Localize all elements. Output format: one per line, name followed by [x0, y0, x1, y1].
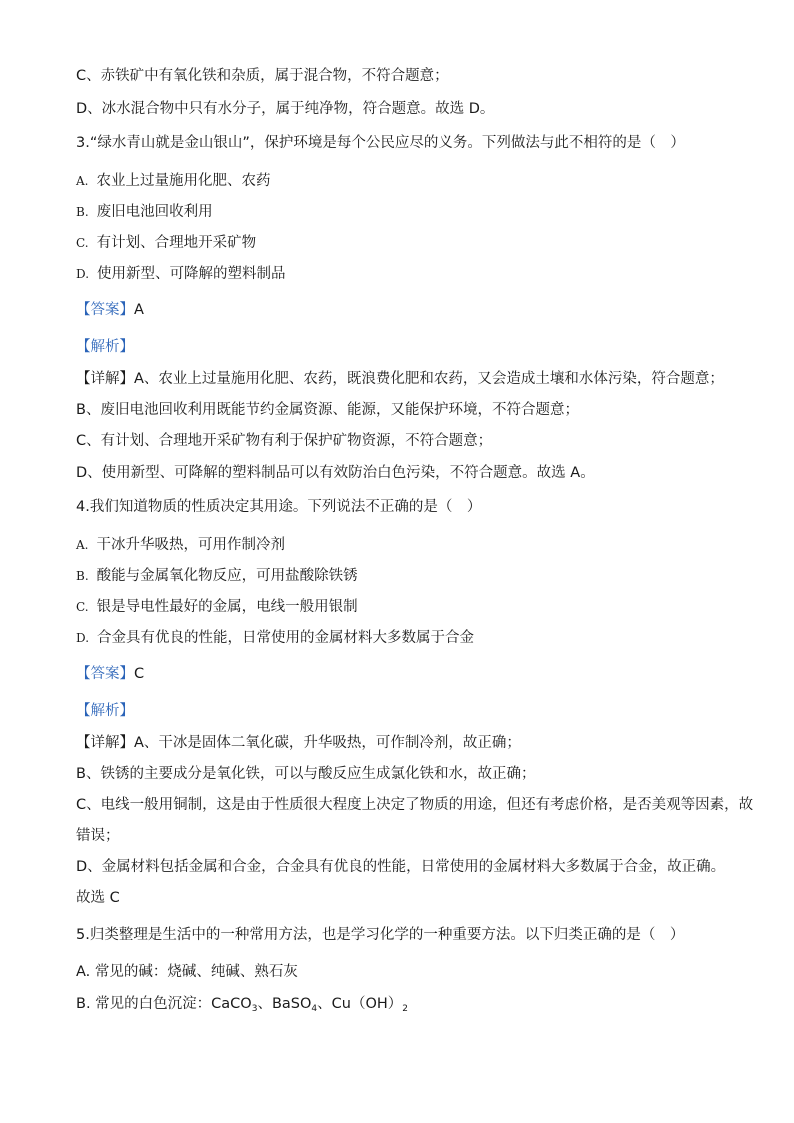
answer-value: C: [134, 666, 145, 682]
option-c: [76, 233, 734, 253]
option-text: 有计划、合理地开采矿物: [96, 235, 257, 251]
detail-tag: 【详解】: [76, 735, 134, 751]
option-letter: C.: [76, 600, 89, 614]
option-letter: C.: [76, 236, 89, 250]
detail-line: 故选 C: [76, 890, 120, 906]
detail-line: B、废旧电池回收利用既能节约金属资源、能源，又能保护环境，不符合题意；: [76, 402, 579, 418]
question-3: 3.“绿水青山就是金山银山”，保护环境是每个公民应尽的义务。下列做法与此不相符的是（ ）: [76, 135, 685, 151]
analysis-tag: 【解析】: [76, 703, 134, 719]
option-text: 合金具有优良的性能，日常使用的金属材料大多数属于合金: [97, 630, 475, 646]
answer-tag: 【答案】: [76, 302, 134, 318]
option-text: 农业上过量施用化肥、农药: [96, 173, 271, 189]
option-text: 酸能与金属氧化物反应，可用盐酸除铁锈: [96, 568, 358, 584]
option-letter: D.: [76, 631, 90, 645]
answer-value: A: [134, 302, 144, 318]
detail-text: A、干冰是固体二氧化碳，升华吸热，可作制冷剂，故正确；: [134, 735, 521, 751]
answer-line: [76, 300, 734, 320]
option-b: [76, 994, 734, 1019]
text-line: D、冰水混合物中只有水分子，属于纯净物，符合题意。故选 D。: [76, 101, 495, 117]
answer-line: [76, 664, 734, 684]
option-b: [76, 202, 734, 222]
detail-line: B、铁锈的主要成分是氧化铁，可以与酸反应生成氯化铁和水，故正确；: [76, 766, 536, 782]
option-letter: B.: [76, 569, 89, 583]
detail-line: D、使用新型、可降解的塑料制品可以有效防治白色污染，不符合题意。故选 A。: [76, 465, 595, 481]
detail-line: [76, 733, 734, 753]
option-a: A. 常见的碱：烧碱、纯碱、熟石灰: [76, 964, 298, 980]
option-text: 干冰升华吸热，可用作制冷剂: [96, 537, 285, 553]
detail-tag: 【详解】: [76, 371, 134, 387]
option-letter: D.: [76, 267, 90, 281]
option-letter: A.: [76, 538, 89, 552]
subscript: 2: [402, 1004, 409, 1014]
option-b: [76, 566, 734, 586]
question-5: 5.归类整理是生活中的一种常用方法，也是学习化学的一种重要方法。以下归类正确的是（ ）: [76, 927, 685, 943]
option-letter: B.: [76, 205, 89, 219]
option-c: [76, 597, 734, 617]
detail-line: C、电线一般用铜制，这是由于性质很大程度上决定了物质的用途，但还有考虑价格，是否美观等因素，故: [76, 797, 754, 813]
option-text: 银是导电性最好的金属，电线一般用银制: [96, 599, 358, 615]
option-text: 废旧电池回收利用: [96, 204, 213, 220]
analysis-tag: 【解析】: [76, 339, 134, 355]
answer-tag: 【答案】: [76, 666, 134, 682]
option-letter: A.: [76, 174, 89, 188]
detail-line: C、有计划、合理地开采矿物有利于保护矿物资源，不符合题意；: [76, 433, 493, 449]
question-4: 4.我们知道物质的性质决定其用途。下列说法不正确的是（ ）: [76, 499, 482, 515]
text-line: C、赤铁矿中有氧化铁和杂质，属于混合物，不符合题意；: [76, 68, 449, 84]
option-d: [76, 628, 734, 648]
subscript: 3: [251, 1004, 258, 1014]
detail-line: [76, 369, 734, 389]
option-a: [76, 171, 734, 191]
formula-text: 、BaSO: [257, 996, 312, 1012]
subscript: 4: [311, 1004, 318, 1014]
detail-text: A、农业上过量施用化肥、农药，既浪费化肥和农药，又会造成土壤和水体污染，符合题意；: [134, 371, 724, 387]
detail-line: 错误；: [76, 828, 120, 844]
option-a: [76, 535, 734, 555]
option-d: [76, 264, 734, 284]
option-text: 使用新型、可降解的塑料制品: [97, 266, 286, 282]
formula-text: 、Cu（OH）: [317, 996, 403, 1012]
formula-text: B. 常见的白色沉淀：CaCO: [76, 996, 252, 1012]
detail-line: D、金属材料包括金属和合金，合金具有优良的性能，日常使用的金属材料大多数属于合金，故正确。: [76, 859, 726, 875]
